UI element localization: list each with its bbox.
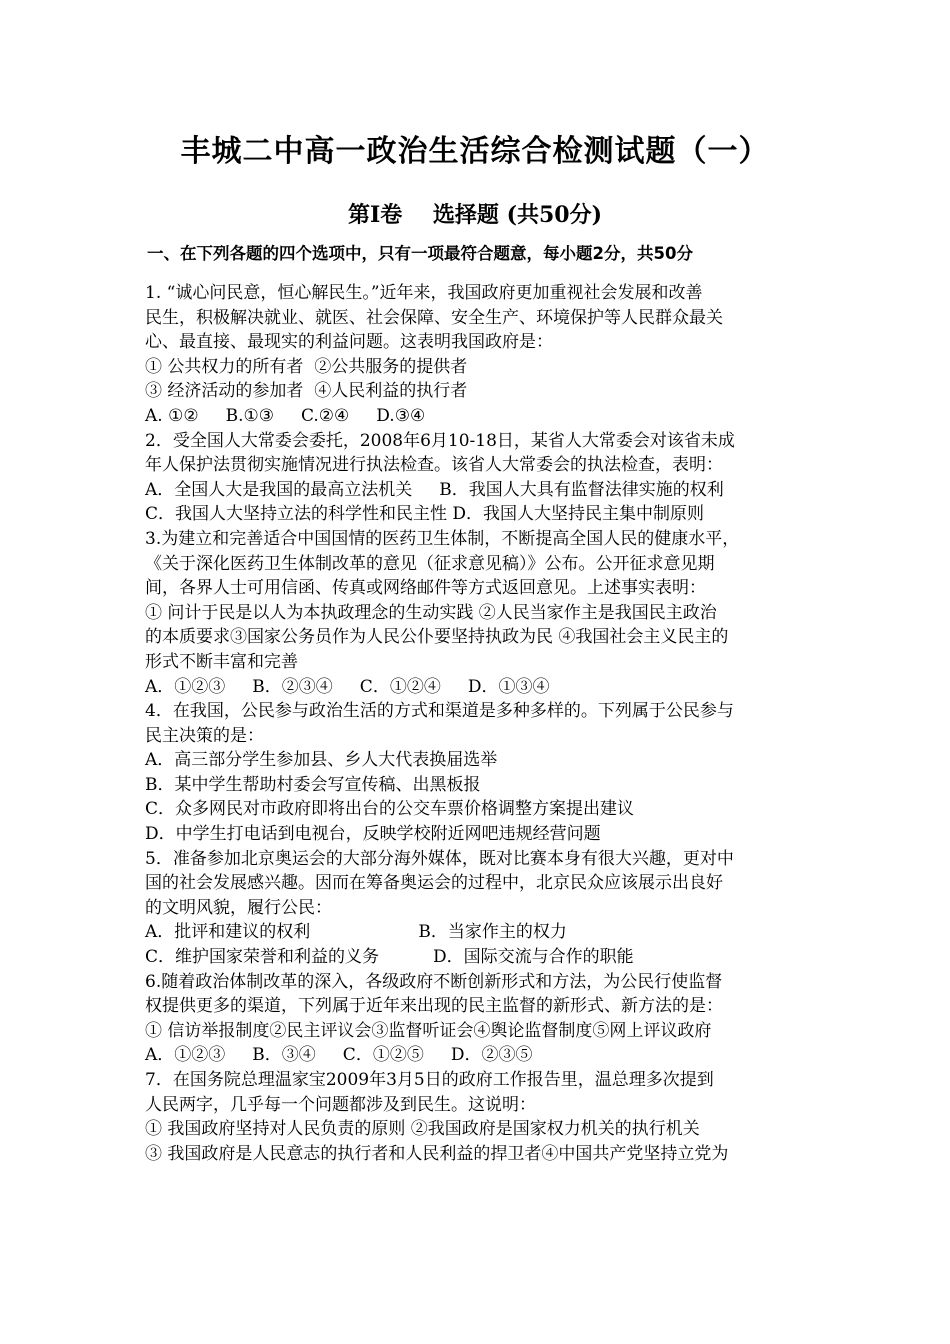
text-line: 4．在我国，公民参与政治生活的方式和渠道是多种多样的。下列属于公民参与: [145, 701, 734, 722]
text-line: 7．在国务院总理温家宝2009年3月5日的政府工作报告里，温总理多次提到: [145, 1070, 714, 1090]
text-line: ① 信访举报制度②民主评议会③监督听证会④舆论监督制度⑤网上评议政府: [145, 1020, 712, 1041]
section-heading: 第Ⅰ卷 选择题 (共50分): [347, 202, 603, 228]
text-line: ③ 经济活动的参加者 ④人民利益的执行者: [145, 381, 468, 402]
text-line: 的文明风貌，履行公民：: [145, 897, 332, 918]
text-line: ① 问计于民是以人为本执政理念的生动实践 ②人民当家作主是我国民主政治: [145, 602, 717, 623]
text-line: 5．准备参加北京奥运会的大部分海外媒体，既对比赛本身有很大兴趣，更对中: [145, 848, 734, 869]
text-line: 3.为建立和完善适合中国国情的医药卫生体制，不断提高全国人民的健康水平，: [145, 528, 740, 549]
text-line: ① 我国政府坚持对人民负责的原则 ②我国政府是国家权力机关的执行机关: [145, 1119, 700, 1140]
text-line: C．我国人大坚持立法的科学性和民主性 D．我国人大坚持民主集中制原则: [145, 504, 705, 525]
text-line: A．①②③ B．③④ C．①②⑤ D．②③⑤: [145, 1045, 533, 1066]
text-line: A．①②③ B．②③④ C．①②④ D．①③④: [145, 676, 550, 697]
text-line: B．某中学生帮助村委会写宣传稿、出黑板报: [145, 774, 481, 795]
text-line: A．全国人大是我国的最高立法机关 B．我国人大具有监督法律实施的权利: [145, 479, 724, 500]
text-line: A．高三部分学生参加县、乡人大代表换届选举: [145, 750, 498, 771]
text-line: 人民两字，几乎每一个问题都涉及到民生。这说明：: [145, 1094, 536, 1115]
text-line: C．维护国家荣誉和利益的义务 D．国际交流与合作的职能: [145, 947, 634, 968]
text-line: 权提供更多的渠道，下列属于近年来出现的民主监督的新形式、新方法的是：: [145, 996, 723, 1017]
text-line: ③ 我国政府是人民意志的执行者和人民利益的捍卫者④中国共产党坚持立党为: [145, 1143, 729, 1164]
text-line: 2．受全国人大常委会委托，2008年6月10-18日，某省人大常委会对该省未成: [145, 430, 735, 451]
text-line: ① 公共权力的所有者 ②公共服务的提供者: [145, 356, 468, 377]
text-line: 民主决策的是：: [145, 725, 264, 746]
text-line: A. ①② B.①③ C.②④ D.③④: [145, 405, 426, 426]
text-line: 6.随着政治体制改革的深入，各级政府不断创新形式和方法，为公民行使监督: [145, 971, 723, 992]
text-line: 1. “诚心问民意，恒心解民生。”近年来，我国政府更加重视社会发展和改善: [145, 283, 703, 303]
instruction-text: 一、在下列各题的四个选项中，只有一项最符合题意，每小题2分，共50分: [147, 244, 693, 263]
text-line: 的本质要求③国家公务员作为人民公仆要坚持执政为民 ④我国社会主义民主的: [145, 627, 729, 648]
text-line: 形式不断丰富和完善: [145, 651, 298, 672]
text-line: 年人保护法贯彻实施情况进行执法检查。该省人大常委会的执法检查，表明：: [145, 455, 723, 476]
text-line: 民生，积极解决就业、就医、社会保障、安全生产、环境保护等人民群众最关: [145, 307, 723, 328]
page-title: 丰城二中高一政治生活综合检测试题（一）: [180, 134, 770, 169]
text-line: C．众多网民对市政府即将出台的公交车票价格调整方案提出建议: [145, 799, 635, 820]
text-line: 心、最直接、最现实的利益问题。这表明我国政府是：: [145, 332, 553, 353]
text-line: 国的社会发展感兴趣。因而在筹备奥运会的过程中，北京民众应该展示出良好: [145, 873, 723, 894]
text-line: 间，各界人士可用信函、传真或网络邮件等方式返回意见。上述事实表明：: [145, 578, 706, 599]
text-line: 《关于深化医药卫生体制改革的意见（征求意见稿）》公布。公开征求意见期: [145, 553, 715, 574]
text-line: D．中学生打电话到电视台，反映学校附近网吧违规经营问题: [145, 824, 601, 845]
question-body: [145, 281, 825, 1166]
text-line: A．批评和建议的权利 B．当家作主的权力: [145, 922, 567, 943]
